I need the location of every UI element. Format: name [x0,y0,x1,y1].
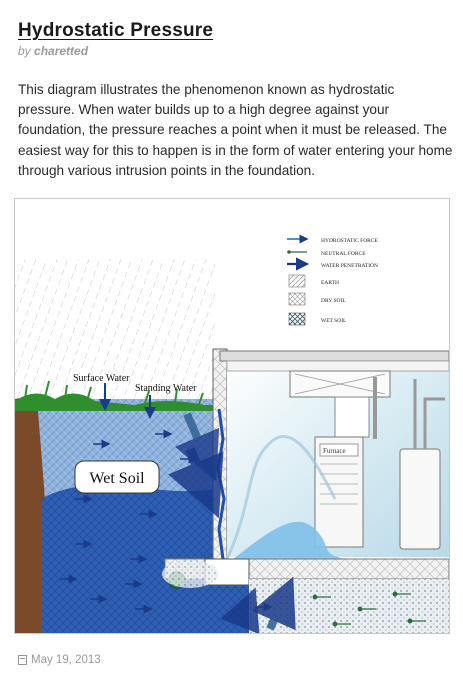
surface-water-label: Surface Water [73,373,130,384]
legend-hydrostatic-force: HYDROSTATIC FORCE [321,238,378,244]
legend-wet-soil: WET SOIL [321,318,347,324]
water-heater [400,449,440,549]
wet-soil-label: Wet Soil [89,470,145,487]
byline-prefix: by [18,44,31,58]
legend-water-penetration: WATER PENETRATION [321,263,378,269]
furnace-label: Furnace [323,447,346,455]
post-date-text: May 19, 2013 [31,654,101,666]
hatch-dry-soil-icon [289,293,305,305]
post-date [18,654,101,666]
post-title[interactable]: Hydrostatic Pressure [18,20,214,41]
hatch-wet-soil-icon [289,313,305,325]
legend-earth: EARTH [321,280,340,286]
legend-dry-soil: DRY SOIL [321,298,346,304]
hatch-earth-icon [289,275,305,287]
legend-neutral-force: NEUTRAL FORCE [321,251,366,257]
post-body: This diagram illustrates the phenomenon known as hydrostatic pressure. When water builds up to a high degree against your foundation, the pressure reaches a point when it must be released. The easiest way for this to happen is in the form of water entering your home through various intrusion points in the foundation. [18,82,453,178]
standing-water-label: Standing Water [135,383,197,394]
calendar-icon [18,655,27,665]
hydrostatic-pressure-diagram [14,198,450,634]
author-link[interactable]: charetted [34,44,89,58]
post-byline [18,44,88,58]
